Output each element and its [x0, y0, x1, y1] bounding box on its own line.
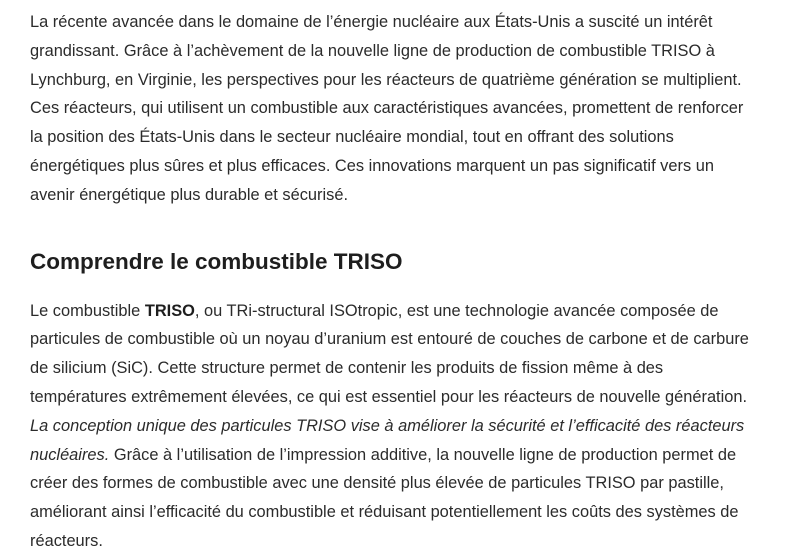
paragraph-text-middle: , ou TRi-structural ISOtropic, est une technologie avancée composée de particules de combustible où un noyau d’uranium est entouré de couches de carbone et de carbure de silicium (SiC). Cette structure permet de contenir les produits de fission même à des températures extrêmement élevées, ce qui est essentiel pour les réacteurs de nouvelle génération.: [30, 301, 749, 406]
triso-bold-term: TRISO: [144, 301, 195, 320]
section-heading: Comprendre le combustible TRISO: [30, 248, 403, 274]
article-body: [30, 8, 758, 556]
italic-emphasis: La conception unique des particules TRISO vise à améliorer la sécurité et l’efficacité des réacteurs nucléaires.: [30, 416, 745, 464]
paragraph-text-end: Grâce à l’utilisation de l’impression additive, la nouvelle ligne de production permet de créer des formes de combustible avec une densité plus élevée de particules TRISO par pastille, améliorant ainsi l’efficacité du combustible et réduisant potentiellement les coûts des systèmes de réacteurs.: [30, 445, 739, 550]
intro-paragraph: La récente avancée dans le domaine de l’énergie nucléaire aux États-Unis a suscité un intérêt grandissant. Grâce à l’achèvement de la nouvelle ligne de production de combustible TRISO à Lynchburg, en Virginie, les perspectives pour les réacteurs de quatrième génération se multiplient. Ces réacteurs, qui utilisent un combustible aux caractéristiques avancées, promettent de renforcer la position des États-Unis dans le secteur nucléaire mondial, tout en offrant des solutions énergétiques plus sûres et plus efficaces. Ces innovations marquent un pas significatif vers un avenir énergétique plus durable et sécurisé.: [30, 13, 744, 204]
section-paragraph: [30, 297, 758, 556]
paragraph-text-start: Le combustible: [30, 301, 145, 320]
